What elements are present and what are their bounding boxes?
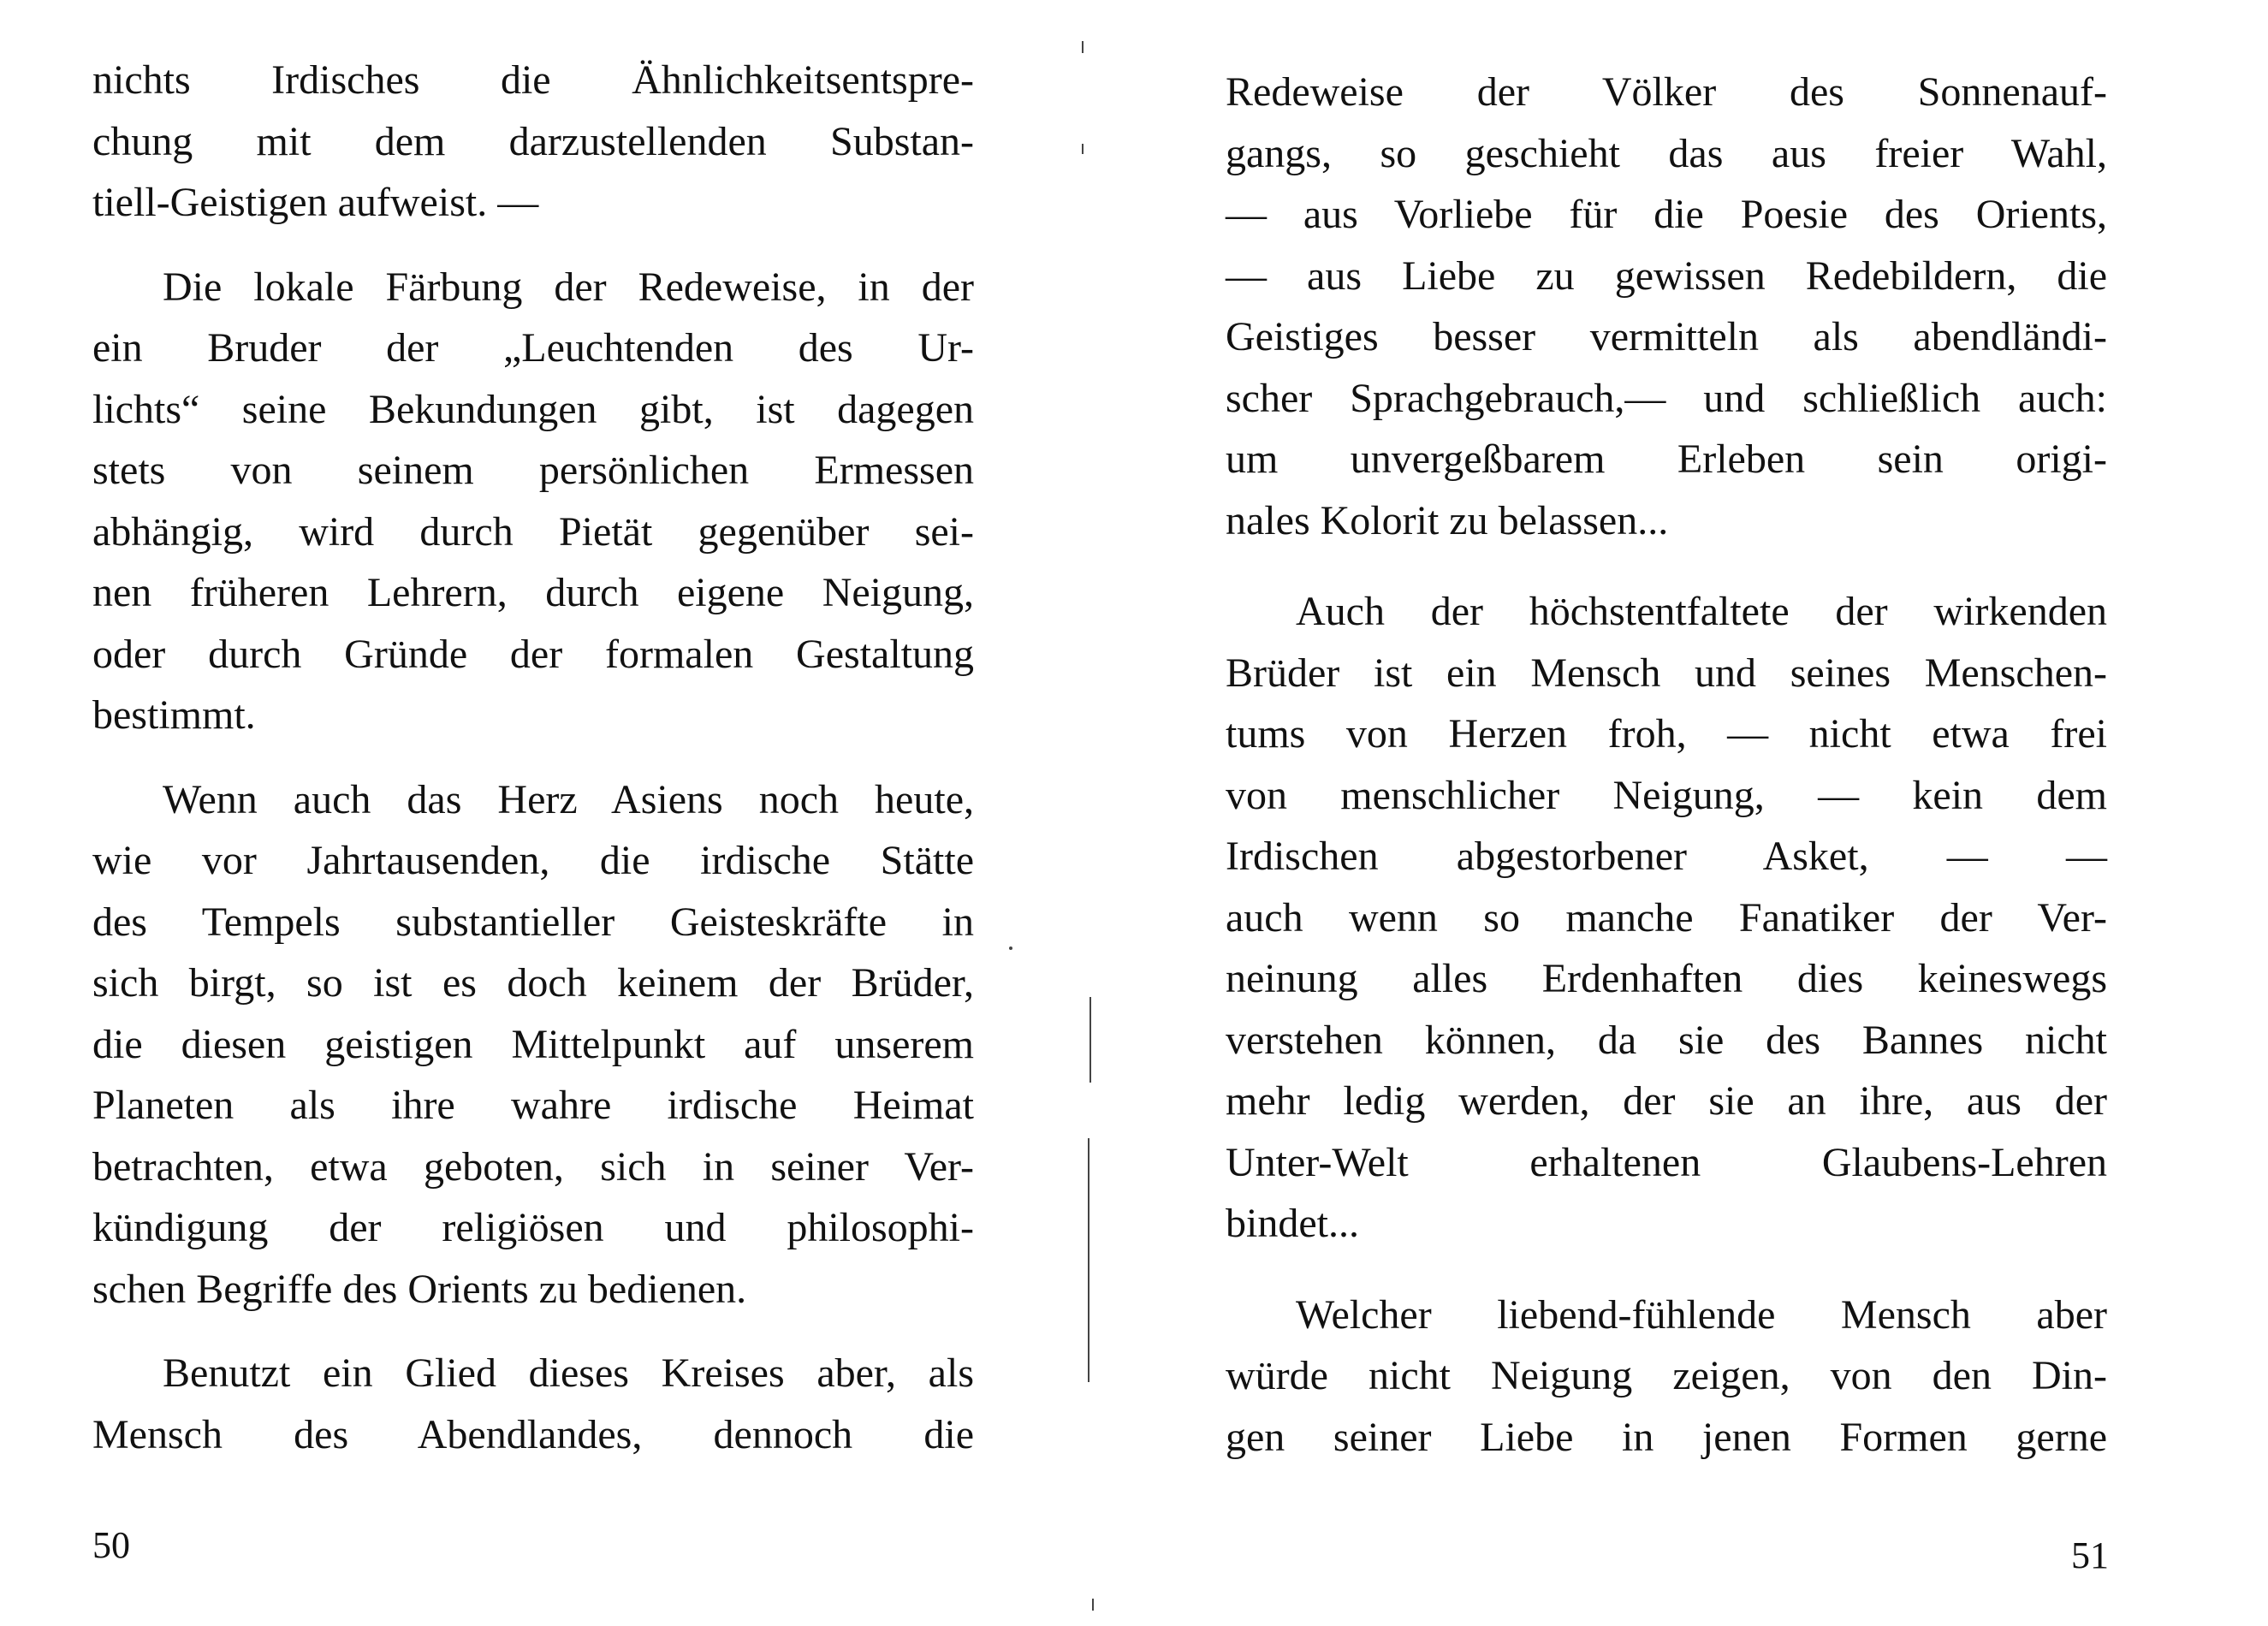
text-line: sich birgt, so ist es doch keinem der Brüder, [92,960,974,1006]
text-line: nichts Irdisches die Ähnlichkeitsentspre- [92,57,974,103]
paragraph [1226,581,2107,1255]
right-page-body [1226,62,2107,1468]
text-line: tiell-Geistigen aufweist. — [92,180,539,225]
text-line: mehr ledig werden, der sie an ihre, aus der [1226,1078,2107,1124]
text-line: wie vor Jahrtausenden, die irdische Stätte [92,838,974,883]
text-line: scher Sprachgebrauch,— und schließlich auch: [1226,375,2107,421]
text-line: von menschlicher Neigung, — kein dem [1226,772,2107,818]
text-line: des Tempels substantieller Geisteskräfte in [92,899,974,945]
left-page-body [92,50,974,1465]
gutter-line [1089,997,1091,1083]
text-line: bestimmt. [92,692,256,738]
text-line: nen früheren Lehrern, durch eigene Neigung, [92,570,974,615]
text-line: würde nicht Neigung zeigen, von den Din- [1226,1353,2107,1398]
text-line: abhängig, wird durch Pietät gegenüber sei- [92,508,974,555]
text-line: Unter-Welt erhaltenen Glaubens-Lehren [1226,1139,2107,1185]
paragraph [92,1343,974,1465]
paragraph [92,257,974,746]
paragraph [92,769,974,1320]
text-line: auch wenn so manche Fanatiker der Ver- [1226,894,2107,941]
text-line: Planeten als ihre wahre irdische Heimat [92,1083,974,1128]
text-line: kündigung der religiösen und philosophi- [92,1205,974,1250]
text-line: stets von seinem persönlichen Ermessen [92,448,974,493]
gutter-line [1088,1138,1089,1382]
text-line: Wenn auch das Herz Asiens noch heute, [163,776,974,822]
text-line: nales Kolorit zu belassen... [1226,497,1669,543]
gutter-tick [1082,144,1084,154]
text-line: bindet... [1226,1201,1359,1246]
page-number: 50 [92,1524,130,1566]
text-line: gen seiner Liebe in jenen Formen gerne [1226,1414,2107,1460]
gutter-dot [1009,947,1012,950]
page-number: 51 [2071,1534,2109,1576]
text-line: lichts“ seine Bekundungen gibt, ist dagegen [92,386,974,432]
text-line: neinung alles Erdenhaften dies keineswegs [1226,956,2107,1001]
text-line: betrachten, etwa geboten, sich in seiner Ver- [92,1143,974,1190]
gutter-tick [1082,41,1084,53]
text-line: tums von Herzen froh, — nicht etwa frei [1226,711,2107,757]
text-line: verstehen können, da sie des Bannes nicht [1226,1017,2107,1063]
text-line: Auch der höchstentfaltete der wirkenden [1296,589,2107,634]
text-line: Die lokale Färbung der Redeweise, in der [163,264,974,310]
left-page [0,0,1083,1626]
text-line: Benutzt ein Glied dieses Kreises aber, als [163,1350,974,1396]
text-line: Geistiges besser vermitteln als abendländi- [1226,314,2107,359]
text-line: chung mit dem darzustellenden Substan- [92,118,974,164]
text-line: Mensch des Abendlandes, dennoch die [92,1411,974,1457]
text-line: — aus Liebe zu gewissen Redebildern, die [1226,252,2107,299]
text-line: die diesen geistigen Mittelpunkt auf unserem [92,1021,974,1067]
text-line: gangs, so geschieht das aus freier Wahl, [1226,130,2107,176]
right-page [1083,0,2268,1626]
text-line: Welcher liebend-fühlende Mensch aber [1296,1291,2107,1338]
text-line: schen Begriffe des Orients zu bedienen. [92,1266,747,1312]
paragraph [1226,62,2107,551]
paragraph [1226,1285,2107,1469]
text-line: um unvergeßbarem Erleben sein origi- [1226,436,2107,482]
text-line: — aus Vorliebe für die Poesie des Orients, [1226,192,2107,237]
paragraph [92,50,974,234]
text-line: oder durch Gründe der formalen Gestaltung [92,631,974,677]
text-line: Redeweise der Völker des Sonnenauf- [1226,69,2107,115]
text-line: Brüder ist ein Mensch und seines Menschen- [1226,650,2107,696]
text-line: ein Bruder der „Leuchtenden des Ur- [92,325,974,371]
gutter-tick [1092,1599,1094,1611]
text-line: Irdischen abgestorbener Asket, — — [1226,834,2107,879]
